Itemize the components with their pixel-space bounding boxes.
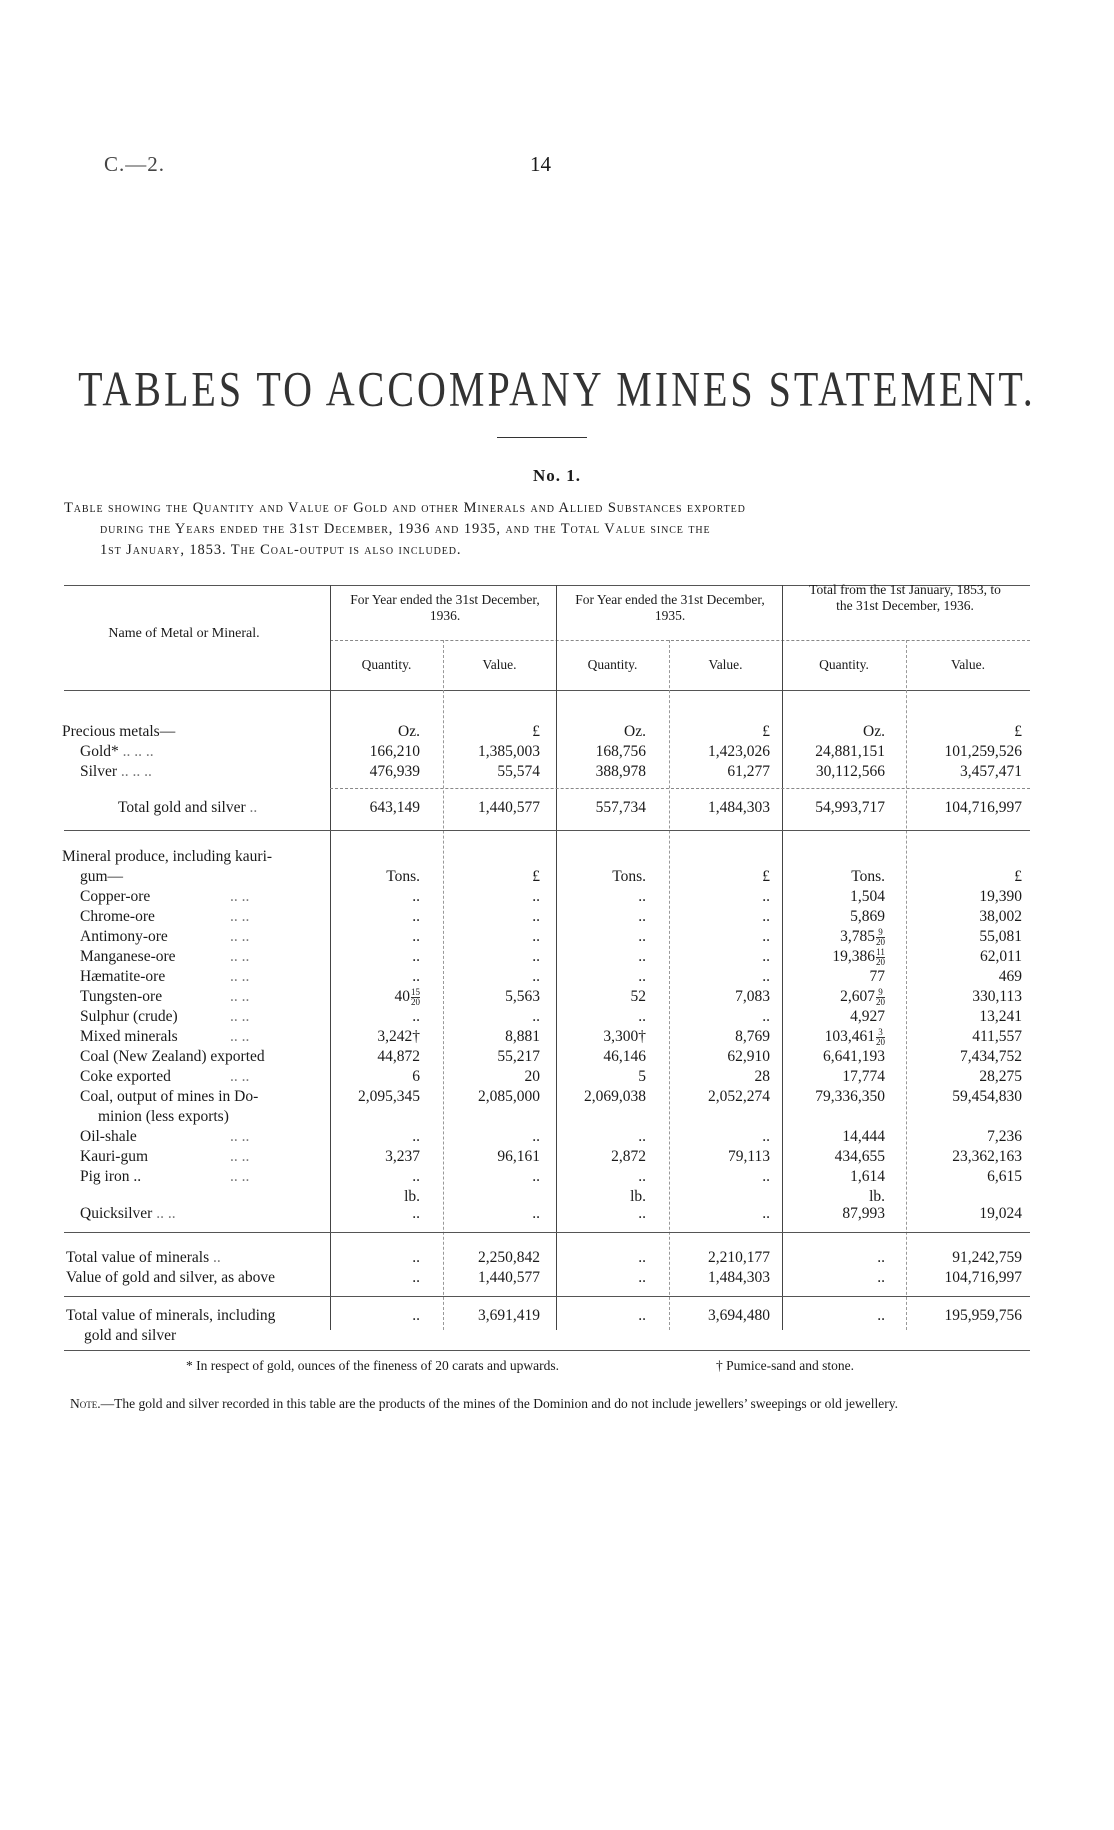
table-cell: 28 [754,1068,770,1085]
table-cell: .. [532,1128,540,1145]
table-cell: .. [412,1205,420,1222]
table-cell: .. [532,908,540,925]
unit-label: £ [1014,723,1022,740]
description-line: 1st January, 1853. The Coal-output is also included. [100,542,462,558]
table-cell: 101,259,526 [944,743,1022,760]
row-name: Chrome-ore [80,908,155,925]
row-name: Total value of minerals [66,1249,210,1266]
row-label [80,1147,250,1167]
table-cell: .. [762,908,770,925]
table-cell: 8,881 [505,1028,540,1045]
table-cell: 19,390 [979,888,1022,905]
row-name: Oil-shale [80,1128,137,1145]
unit-label: Tons. [386,868,420,885]
row-label [80,1047,265,1067]
leader-dots: .. .. [230,1028,250,1045]
unit-label: £ [532,868,540,885]
table-cell: 2,085,000 [478,1088,540,1105]
table-cell: 77 [869,968,885,985]
table-cell: .. [532,888,540,905]
leader-dots: .. .. [230,908,250,925]
unit-label: £ [762,723,770,740]
rule [443,640,444,1330]
column-header-value: Value. [482,657,517,672]
rule [64,1232,1030,1233]
total-cell: 1,440,577 [478,1269,540,1286]
rule [64,690,1030,691]
total-cell: 195,959,756 [944,1307,1022,1324]
table-cell: 19,386 $\frac{11}{20}$ [832,946,885,967]
leader-dots: .. .. [230,1148,250,1165]
unit-label: £ [1014,868,1022,885]
row-name: Total gold and silver [118,799,246,816]
leader-dots: .. .. .. [120,763,152,780]
table-cell: .. [762,1128,770,1145]
table-cell: 1,614 [850,1168,885,1185]
table-cell: .. [412,1128,420,1145]
total-cell: .. [638,1269,646,1286]
unit-label: Tons. [851,868,885,885]
rule [782,585,783,1330]
table-cell: 87,993 [842,1205,885,1222]
total-cell: 1,484,303 [708,799,770,816]
row-label [80,1027,250,1047]
table-cell: .. [762,1008,770,1025]
table-cell: 469 [998,968,1022,985]
table-cell: .. [638,948,646,965]
footnote-gold: * In respect of gold, ounces of the fineness of 20 carats and upwards. [186,1358,560,1373]
total-cell: 2,250,842 [478,1249,540,1266]
row-name: Copper-ore [80,888,151,905]
leader-dots: .. .. [230,968,250,985]
total-cell: .. [412,1249,420,1266]
table-cell: .. [638,1008,646,1025]
row-label [80,1007,250,1027]
row-label [80,887,250,907]
table-cell: 5 [638,1068,646,1085]
table-cell: .. [412,908,420,925]
table-cell: 1,423,026 [708,743,770,760]
table-cell: 6,615 [987,1168,1022,1185]
leader-dots: .. [212,1249,221,1266]
table-cell: 7,434,752 [960,1048,1022,1065]
leader-dots: .. .. [230,1168,250,1185]
row-label [80,1087,258,1107]
table-cell: 59,454,830 [952,1088,1022,1105]
row-label [80,762,152,782]
column-header-quantity: Quantity. [587,657,638,672]
total-cell: 3,691,419 [478,1307,540,1324]
row-label [80,927,250,947]
table-cell: 46,146 [603,1048,646,1065]
leader-dots: .. .. [230,1128,250,1145]
row-label [66,1248,221,1268]
total-cell: .. [638,1307,646,1324]
unit-label: £ [762,868,770,885]
rule [330,585,331,1330]
total-cell: 104,716,997 [944,1269,1022,1286]
table-cell: .. [638,968,646,985]
table-cell: 13,241 [979,1008,1022,1025]
table-cell: 3,237 [385,1148,420,1165]
row-name: Manganese-ore [80,948,176,965]
table-cell: 19,024 [979,1205,1022,1222]
table-cell: .. [532,1168,540,1185]
row-label: Total value of minerals, including [66,1307,276,1324]
table-cell: .. [638,1205,646,1222]
rule [64,1296,1030,1297]
leader-dots: .. .. [230,988,250,1005]
row-label [80,1067,250,1087]
row-name: Gold* [80,743,119,760]
table-cell: .. [532,1205,540,1222]
table-cell: 23,362,163 [952,1148,1022,1165]
row-name: Pig iron .. [80,1168,142,1185]
row-label [80,967,250,987]
table-cell: .. [412,1168,420,1185]
table-cell: 2,607 $\frac{9}{20}$ [840,986,885,1007]
rule [64,830,1030,831]
table-cell: 55,574 [497,763,540,780]
unit-label: Oz. [624,723,646,740]
table-cell: 2,052,274 [708,1088,770,1105]
total-cell: 557,734 [595,799,646,816]
row-label [80,1127,250,1147]
description-line: during the Years ended the 31st December, 1936 and 1935, and the Total Value since the [100,521,711,537]
table-cell: 5,563 [505,988,540,1005]
column-header-name: Name of Metal or Mineral. [108,626,260,641]
table-cell: 476,939 [369,763,420,780]
table-cell: 8,769 [735,1028,770,1045]
total-cell: 104,716,997 [944,799,1022,816]
table-cell: 52 [630,988,646,1005]
total-cell: .. [877,1307,885,1324]
total-cell: .. [412,1269,420,1286]
row-label [80,907,250,927]
page-title: TABLES TO ACCOMPANY MINES STATEMENT. [78,360,1036,417]
table-cell: 44,872 [377,1048,420,1065]
row-label: minion (less exports) [98,1108,229,1125]
row-name: Kauri-gum [80,1148,149,1165]
table-cell: .. [638,1128,646,1145]
total-cell: 54,993,717 [815,799,885,816]
table-cell: .. [412,968,420,985]
table-cell: 3,300† [603,1028,646,1045]
table-cell: 24,881,151 [815,743,885,760]
table-cell: 55,081 [979,928,1022,945]
table-cell: 1,385,003 [478,743,540,760]
table-cell: 6 [412,1068,420,1085]
table-cell: .. [532,1008,540,1025]
table-cell: 40 $\frac{15}{20}$ [394,986,420,1007]
leader-dots: .. .. [230,948,250,965]
row-label: gold and silver [84,1327,177,1344]
row-name: Coal (New Zealand) exported [80,1048,265,1065]
leader-dots: .. .. [230,1008,250,1025]
section-heading: gum— [80,868,124,885]
table-cell: 4,927 [850,1008,885,1025]
row-name: Quicksilver [80,1205,153,1222]
table-cell: 2,069,038 [584,1088,646,1105]
table-cell: 388,978 [595,763,646,780]
leader-dots: .. .. [230,1068,250,1085]
table-cell: 20 [524,1068,540,1085]
unit-label: £ [532,723,540,740]
page-number: 14 [530,152,551,176]
table-cell: 17,774 [842,1068,885,1085]
table-cell: 3,785 $\frac{9}{20}$ [840,926,885,947]
table-cell: .. [532,968,540,985]
total-cell: .. [412,1307,420,1324]
table-cell: 62,011 [979,948,1022,965]
table-cell: 2,872 [611,1148,646,1165]
table-cell: 411,557 [972,1028,1022,1045]
footnote-pumice: † Pumice-sand and stone. [716,1358,854,1373]
table-cell: 3,242† [377,1028,420,1045]
rule [330,788,1030,789]
table-cell: .. [412,888,420,905]
section-heading: Mineral produce, including kauri- [62,848,273,865]
total-cell: .. [877,1269,885,1286]
column-header-quantity: Quantity. [819,657,869,672]
rule [906,640,907,1330]
row-name: Sulphur (crude) [80,1008,178,1025]
table-cell: .. [762,948,770,965]
unit-label: Oz. [863,723,885,740]
table-cell: 6,641,193 [823,1048,885,1065]
table-cell: 168,756 [595,743,646,760]
row-name: Coke exported [80,1068,171,1085]
table-cell: .. [532,928,540,945]
rule [669,640,670,1330]
table-cell: 28,275 [979,1068,1022,1085]
table-cell: 5,869 [850,908,885,925]
row-name: Hæmatite-ore [80,968,166,985]
total-cell: 3,694,480 [708,1307,770,1324]
row-name: Mixed minerals [80,1028,178,1045]
table-cell: 3,457,471 [960,763,1022,780]
leader-dots: .. .. [230,888,250,905]
table-cell: 96,161 [497,1148,540,1165]
column-header-value: Value. [950,657,986,672]
table-cell: .. [638,928,646,945]
total-cell: 643,149 [369,799,420,816]
leader-dots: .. .. .. [122,743,154,760]
table-cell: 79,113 [727,1148,770,1165]
total-cell: 1,484,303 [708,1269,770,1286]
leader-dots: .. [249,799,258,816]
row-name: Silver [80,763,118,780]
section-heading: Precious metals— [62,723,176,740]
table-cell: 79,336,350 [815,1088,885,1105]
rule [556,585,557,1330]
table-cell: 30,112,566 [815,763,885,780]
column-group-1935: For Year ended the 31st December, 1935. [575,592,765,623]
total-cell: 1,440,577 [478,799,540,816]
description-line: Table showing the Quantity and Value of Gold and other Minerals and Allied Substances exported [64,500,746,516]
unit-label: Tons. [612,868,646,885]
table-cell: 166,210 [369,743,420,760]
row-label [118,798,257,818]
table-cell: .. [762,928,770,945]
table-number: No. 1. [532,466,582,485]
column-header-value: Value. [708,657,743,672]
unit-label: lb. [630,1188,646,1205]
table-cell: .. [412,928,420,945]
table-cell: 62,910 [727,1048,770,1065]
unit-label: Oz. [398,723,420,740]
total-cell: 91,242,759 [952,1249,1022,1266]
row-label [80,947,250,967]
table-cell: .. [762,1205,770,1222]
row-label: Value of gold and silver, as above [66,1269,276,1286]
table-cell: .. [638,1168,646,1185]
table-cell: 103,461 $\frac{3}{20}$ [824,1026,885,1047]
column-group-total: Total from the 1st January, 1853, to the 31st December, 1936. [809,582,1001,613]
table-cell: .. [532,948,540,965]
column-group-1936: For Year ended the 31st December, 1936. [350,592,540,623]
table-cell: 14,444 [842,1128,885,1145]
rule [64,1350,1030,1351]
table-note [70,1395,1050,1413]
table-cell: .. [412,1008,420,1025]
unit-label: lb. [869,1188,885,1205]
row-name: Antimony-ore [80,928,168,945]
column-header-quantity: Quantity. [361,657,412,672]
table-cell: .. [762,1168,770,1185]
document-reference: C.—2. [104,152,166,176]
table-cell: 7,236 [987,1128,1022,1145]
leader-dots: .. .. [156,1205,176,1222]
table-cell: 55,217 [497,1048,540,1065]
table-cell: .. [762,968,770,985]
note-text: —The gold and silver recorded in this table are the products of the mines of the Dominion and do not include jewellers’ sweepings or old jewellery. [100,1396,899,1411]
leader-dots: .. .. [230,928,250,945]
table-cell: .. [412,948,420,965]
table-cell: 434,655 [834,1148,885,1165]
row-name: Tungsten-ore [80,988,163,1005]
table-cell: 2,095,345 [358,1088,420,1105]
unit-label: lb. [404,1188,420,1205]
table-cell: 1,504 [850,888,885,905]
row-label [80,1204,176,1224]
table-cell: 61,277 [727,763,770,780]
rule [330,640,1030,641]
table-cell: .. [762,888,770,905]
note-label: Note. [70,1396,101,1411]
row-label [80,987,250,1007]
total-cell: .. [638,1249,646,1266]
table-cell: .. [638,888,646,905]
row-name: Coal, output of mines in Do- [80,1088,259,1105]
table-cell: 38,002 [979,908,1022,925]
row-label [80,1167,250,1187]
table-cell: 7,083 [735,988,770,1005]
table-cell: 330,113 [972,988,1022,1005]
total-cell: 2,210,177 [708,1249,770,1266]
row-label [80,742,154,762]
total-cell: .. [877,1249,885,1266]
table-cell: .. [638,908,646,925]
